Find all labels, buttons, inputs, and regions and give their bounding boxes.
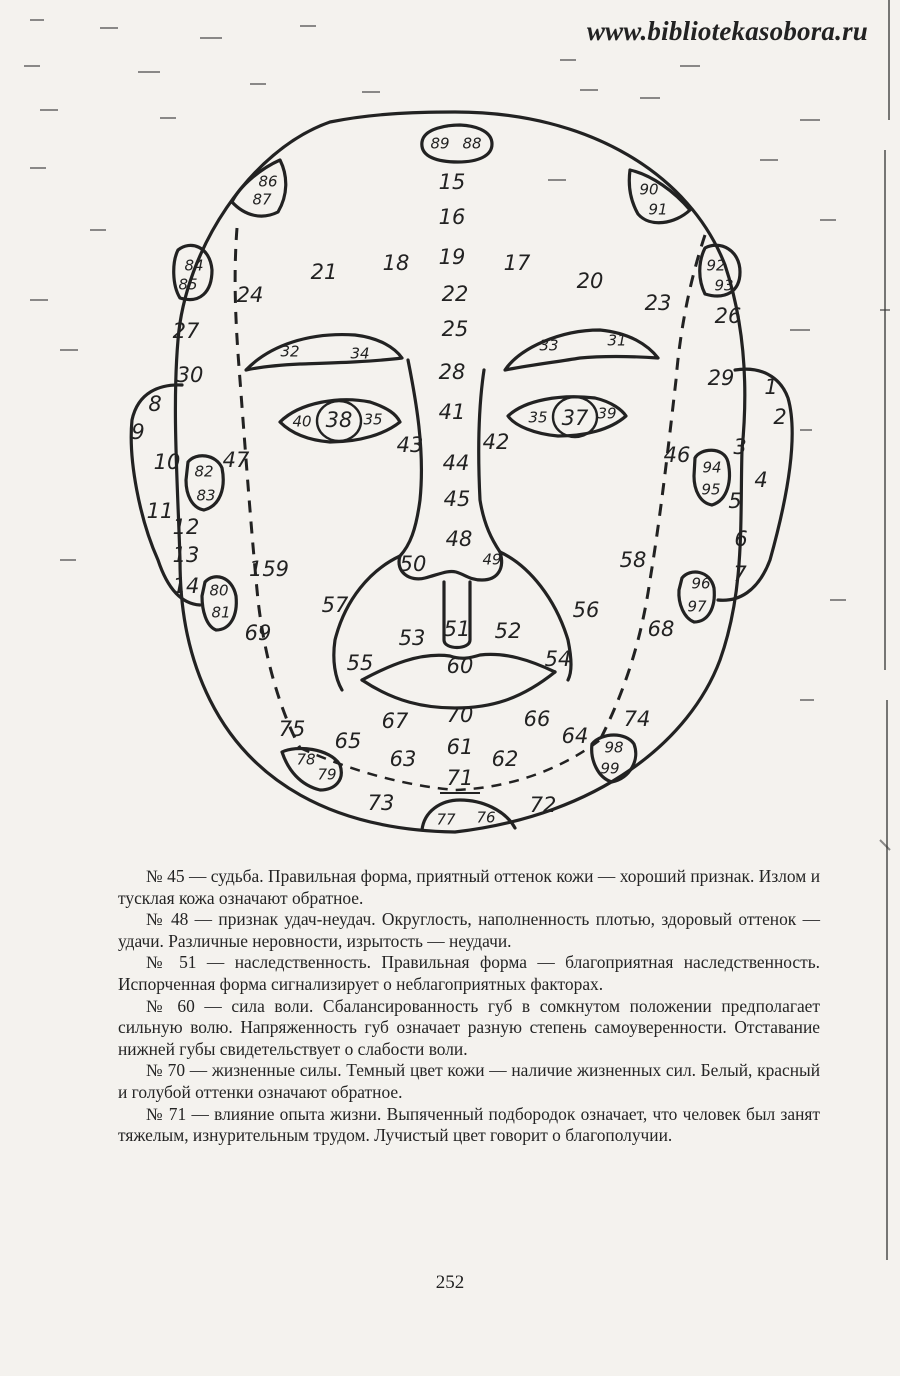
- zone-label: 9: [131, 420, 145, 444]
- zone-label: 83: [196, 486, 216, 505]
- zone-label: 55: [346, 651, 374, 675]
- zone-label: 159: [248, 557, 290, 581]
- zone-label: 79: [317, 765, 337, 784]
- zone-label: 12: [172, 515, 200, 539]
- zone-label: 30: [176, 363, 204, 387]
- zone-label: 33: [539, 336, 559, 355]
- right-brow: [505, 330, 658, 370]
- zone-label: 7: [733, 562, 747, 586]
- zone-label: 66: [523, 707, 551, 731]
- zone-label: 43: [396, 433, 424, 457]
- zone-label: 58: [619, 548, 647, 572]
- zone-label: 15: [438, 170, 466, 194]
- zone-label: 99: [600, 759, 620, 778]
- zone-label: 88: [462, 134, 482, 153]
- zone-label: 62: [491, 747, 519, 771]
- zone-label: 8: [148, 392, 162, 416]
- zone-label: 13: [172, 543, 200, 567]
- zone-label: 96: [691, 574, 711, 593]
- zone-label: 92: [706, 256, 726, 275]
- zone-label: 37: [561, 406, 589, 430]
- zone-label: 6: [734, 527, 748, 551]
- zone-label: 94: [702, 458, 722, 477]
- zone-label: 77: [436, 810, 456, 829]
- zone-label: 85: [178, 275, 198, 294]
- paragraph-70: № 70 — жизненные силы. Темный цвет кожи — наличие жизненных сил. Белый, красный и голубой оттенки означают обратное.: [118, 1060, 820, 1102]
- zone-label: 75: [278, 717, 306, 741]
- zone-label: 53: [398, 626, 426, 650]
- zone-label: 95: [701, 480, 721, 499]
- zone-label: 27: [172, 319, 200, 343]
- zone-label: 46: [663, 443, 691, 467]
- zone-label: 47: [222, 448, 250, 472]
- zone-label: 74: [623, 707, 651, 731]
- zone-label: 40: [292, 412, 312, 431]
- zone-label: 28: [438, 360, 466, 384]
- zone-label: 63: [389, 747, 417, 771]
- zone-label: 34: [350, 344, 370, 363]
- zone-label: 91: [648, 200, 668, 219]
- zone-label: 69: [244, 621, 272, 645]
- zone-label: 22: [441, 282, 469, 306]
- zone-label: 41: [438, 400, 466, 424]
- zone-label: 93: [714, 276, 734, 295]
- zone-label: 39: [597, 404, 617, 423]
- zone-label: 67: [381, 709, 409, 733]
- zone-label: 64: [561, 724, 589, 748]
- zone-label: 35: [528, 408, 548, 427]
- zone-label: 17: [503, 251, 531, 275]
- zone-label: 71: [446, 766, 474, 790]
- zone-label: 60: [446, 654, 474, 678]
- zone-label: 56: [572, 598, 600, 622]
- zone-label: 78: [296, 750, 316, 769]
- zone-label: 26: [714, 304, 742, 328]
- zone-label: 14: [172, 574, 200, 598]
- zone-label: 98: [604, 738, 624, 757]
- zone-labels: [131, 135, 786, 829]
- zone-label: 35: [363, 410, 383, 429]
- nose-right-line: [479, 370, 500, 552]
- description-text: [118, 866, 820, 1147]
- zone-label: 19: [438, 245, 466, 269]
- zone-label: 21: [310, 260, 338, 284]
- zone-label: 31: [607, 331, 627, 350]
- zone-label: 52: [494, 619, 522, 643]
- zone-label: 87: [252, 190, 272, 209]
- zone-label: 45: [443, 487, 471, 511]
- zone-label: 97: [687, 597, 707, 616]
- zone-label: 54: [544, 647, 572, 671]
- paragraph-51: № 51 — наследственность. Правильная форма — благоприятная наследственность. Испорченная форма сигнализирует о неблагоприятных факторах.: [118, 952, 820, 994]
- zone-label: 5: [728, 489, 742, 513]
- zone-label: 76: [476, 808, 496, 827]
- site-url: www.bibliotekasobora.ru: [586, 16, 868, 46]
- zone-label: 81: [211, 603, 231, 622]
- left-brow: [246, 335, 402, 370]
- zone-label: 65: [334, 729, 362, 753]
- zone-label: 86: [258, 172, 278, 191]
- zone-label: 61: [446, 735, 474, 759]
- zone-label: 10: [153, 450, 181, 474]
- paragraph-71: № 71 — влияние опыта жизни. Выпяченный подбородок означает, что человек был занят тяжелым, изнурительным трудом. Лучистый цвет говорит о благополучии.: [118, 1103, 820, 1146]
- zone-label: 57: [321, 593, 349, 617]
- nose-left-line: [400, 360, 421, 556]
- zone-label: 82: [194, 462, 214, 481]
- zone-label: 72: [529, 793, 557, 817]
- zone-label: 20: [576, 269, 604, 293]
- zone-label: 44: [442, 451, 470, 475]
- paragraph-48: № 48 — признак удач-неудач. Округлость, наполненность плотью, здоровый оттенок — удачи. Различные неровности, изрытость — неудачи.: [118, 909, 820, 951]
- zone-label: 25: [441, 317, 469, 341]
- zone-label: 11: [146, 499, 174, 523]
- zone-label: 18: [382, 251, 410, 275]
- zone-label: 23: [644, 291, 672, 315]
- zone-label: 50: [399, 552, 427, 576]
- zone-label: 80: [209, 581, 229, 600]
- zone-label: 3: [733, 435, 747, 459]
- zone-label: 42: [482, 430, 510, 454]
- zone-label: 38: [325, 408, 353, 432]
- zone-label: 1: [764, 375, 778, 399]
- zone-label: 24: [236, 283, 264, 307]
- zone-label: 84: [184, 256, 204, 275]
- zone-label: 32: [280, 342, 300, 361]
- zone-label: 68: [647, 617, 675, 641]
- zone-label: 73: [367, 791, 395, 815]
- zone-label: 29: [707, 366, 735, 390]
- paragraph-60: № 60 — сила воли. Сбалансированность губ в сомкнутом положении предполагает сильную волю. Напряженность губ означает разную степень самоуверенности. Отставание нижней губы свидетельствует о слабости воли.: [118, 995, 820, 1059]
- paragraph-45: № 45 — судьба. Правильная форма, приятный оттенок кожи — хороший признак. Излом и тусклая кожа означают обратное.: [118, 866, 820, 908]
- zone-label: 49: [482, 550, 502, 569]
- zone-label: 16: [438, 205, 466, 229]
- zone-label: 2: [773, 405, 787, 429]
- zone-label: 89: [430, 134, 450, 153]
- zone-label: 51: [443, 617, 471, 641]
- zone-label: 4: [754, 468, 768, 492]
- zone-label: 48: [445, 527, 473, 551]
- zone-label: 90: [639, 180, 659, 199]
- zone-label: 70: [446, 703, 474, 727]
- page-number: 252: [435, 1272, 465, 1293]
